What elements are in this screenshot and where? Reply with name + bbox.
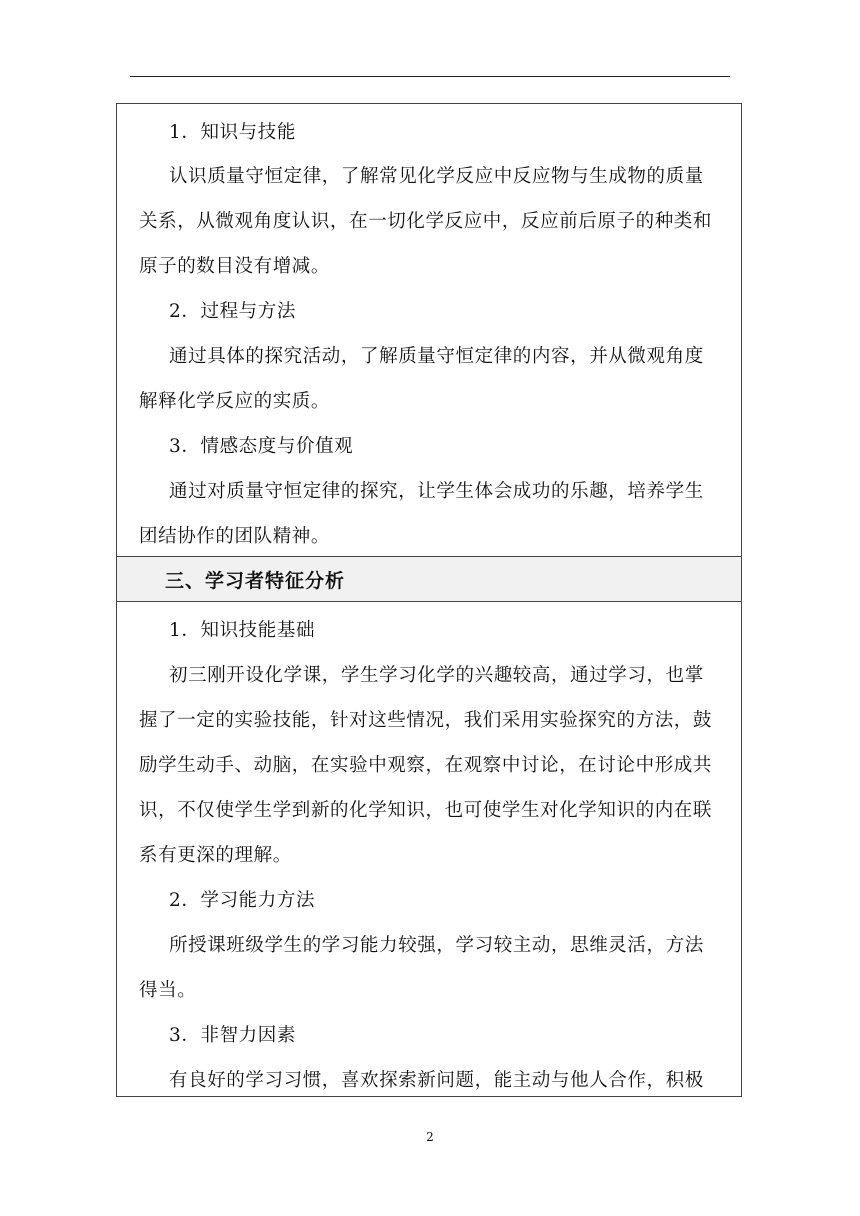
heading-non-intellectual: 3．非智力因素 <box>169 1025 296 1046</box>
paragraph-line: 关系，从微观角度认识，在一切化学反应中，反应前后原子的种类和 <box>139 211 713 232</box>
paragraph-line: 系有更深的理解。 <box>139 845 292 866</box>
paragraph-line: 识，不仅使学生学到新的化学知识，也可使学生对化学知识的内在联 <box>139 800 713 821</box>
paragraph-line: 通过对质量守恒定律的探究，让学生体会成功的乐趣，培养学生 <box>169 481 704 502</box>
page-number: 2 <box>426 1130 434 1144</box>
section-title: 三、学习者特征分析 <box>165 570 346 592</box>
section-header-row <box>117 556 741 602</box>
header-rule <box>130 76 730 77</box>
paragraph-line: 励学生动手、动脑，在实验中观察，在观察中讨论，在讨论中形成共 <box>139 755 713 776</box>
paragraph-line: 原子的数目没有增减。 <box>139 256 331 277</box>
paragraph-line: 握了一定的实验技能，针对这些情况，我们采用实验探究的方法，鼓 <box>139 710 713 731</box>
heading-knowledge-skills: 1．知识与技能 <box>169 122 296 143</box>
content-table <box>116 103 742 1097</box>
paragraph-line: 解释化学反应的实质。 <box>139 391 331 412</box>
paragraph-line: 团结协作的团队精神。 <box>139 526 331 547</box>
paragraph-line: 所授课班级学生的学习能力较强，学习较主动，思维灵活，方法 <box>169 935 704 956</box>
paragraph-line: 认识质量守恒定律，了解常见化学反应中反应物与生成物的质量 <box>169 166 704 187</box>
heading-knowledge-basis: 1．知识技能基础 <box>169 620 316 641</box>
heading-process-method: 2．过程与方法 <box>169 301 296 322</box>
heading-learning-ability: 2．学习能力方法 <box>169 890 316 911</box>
paragraph-line: 有良好的学习习惯，喜欢探索新问题，能主动与他人合作，积极 <box>169 1070 704 1091</box>
paragraph-line: 通过具体的探究活动，了解质量守恒定律的内容，并从微观角度 <box>169 346 704 367</box>
paragraph-line: 初三刚开设化学课，学生学习化学的兴趣较高，通过学习，也掌 <box>169 665 704 686</box>
heading-emotion-values: 3．情感态度与价值观 <box>169 436 354 457</box>
paragraph-line: 得当。 <box>139 980 197 1001</box>
